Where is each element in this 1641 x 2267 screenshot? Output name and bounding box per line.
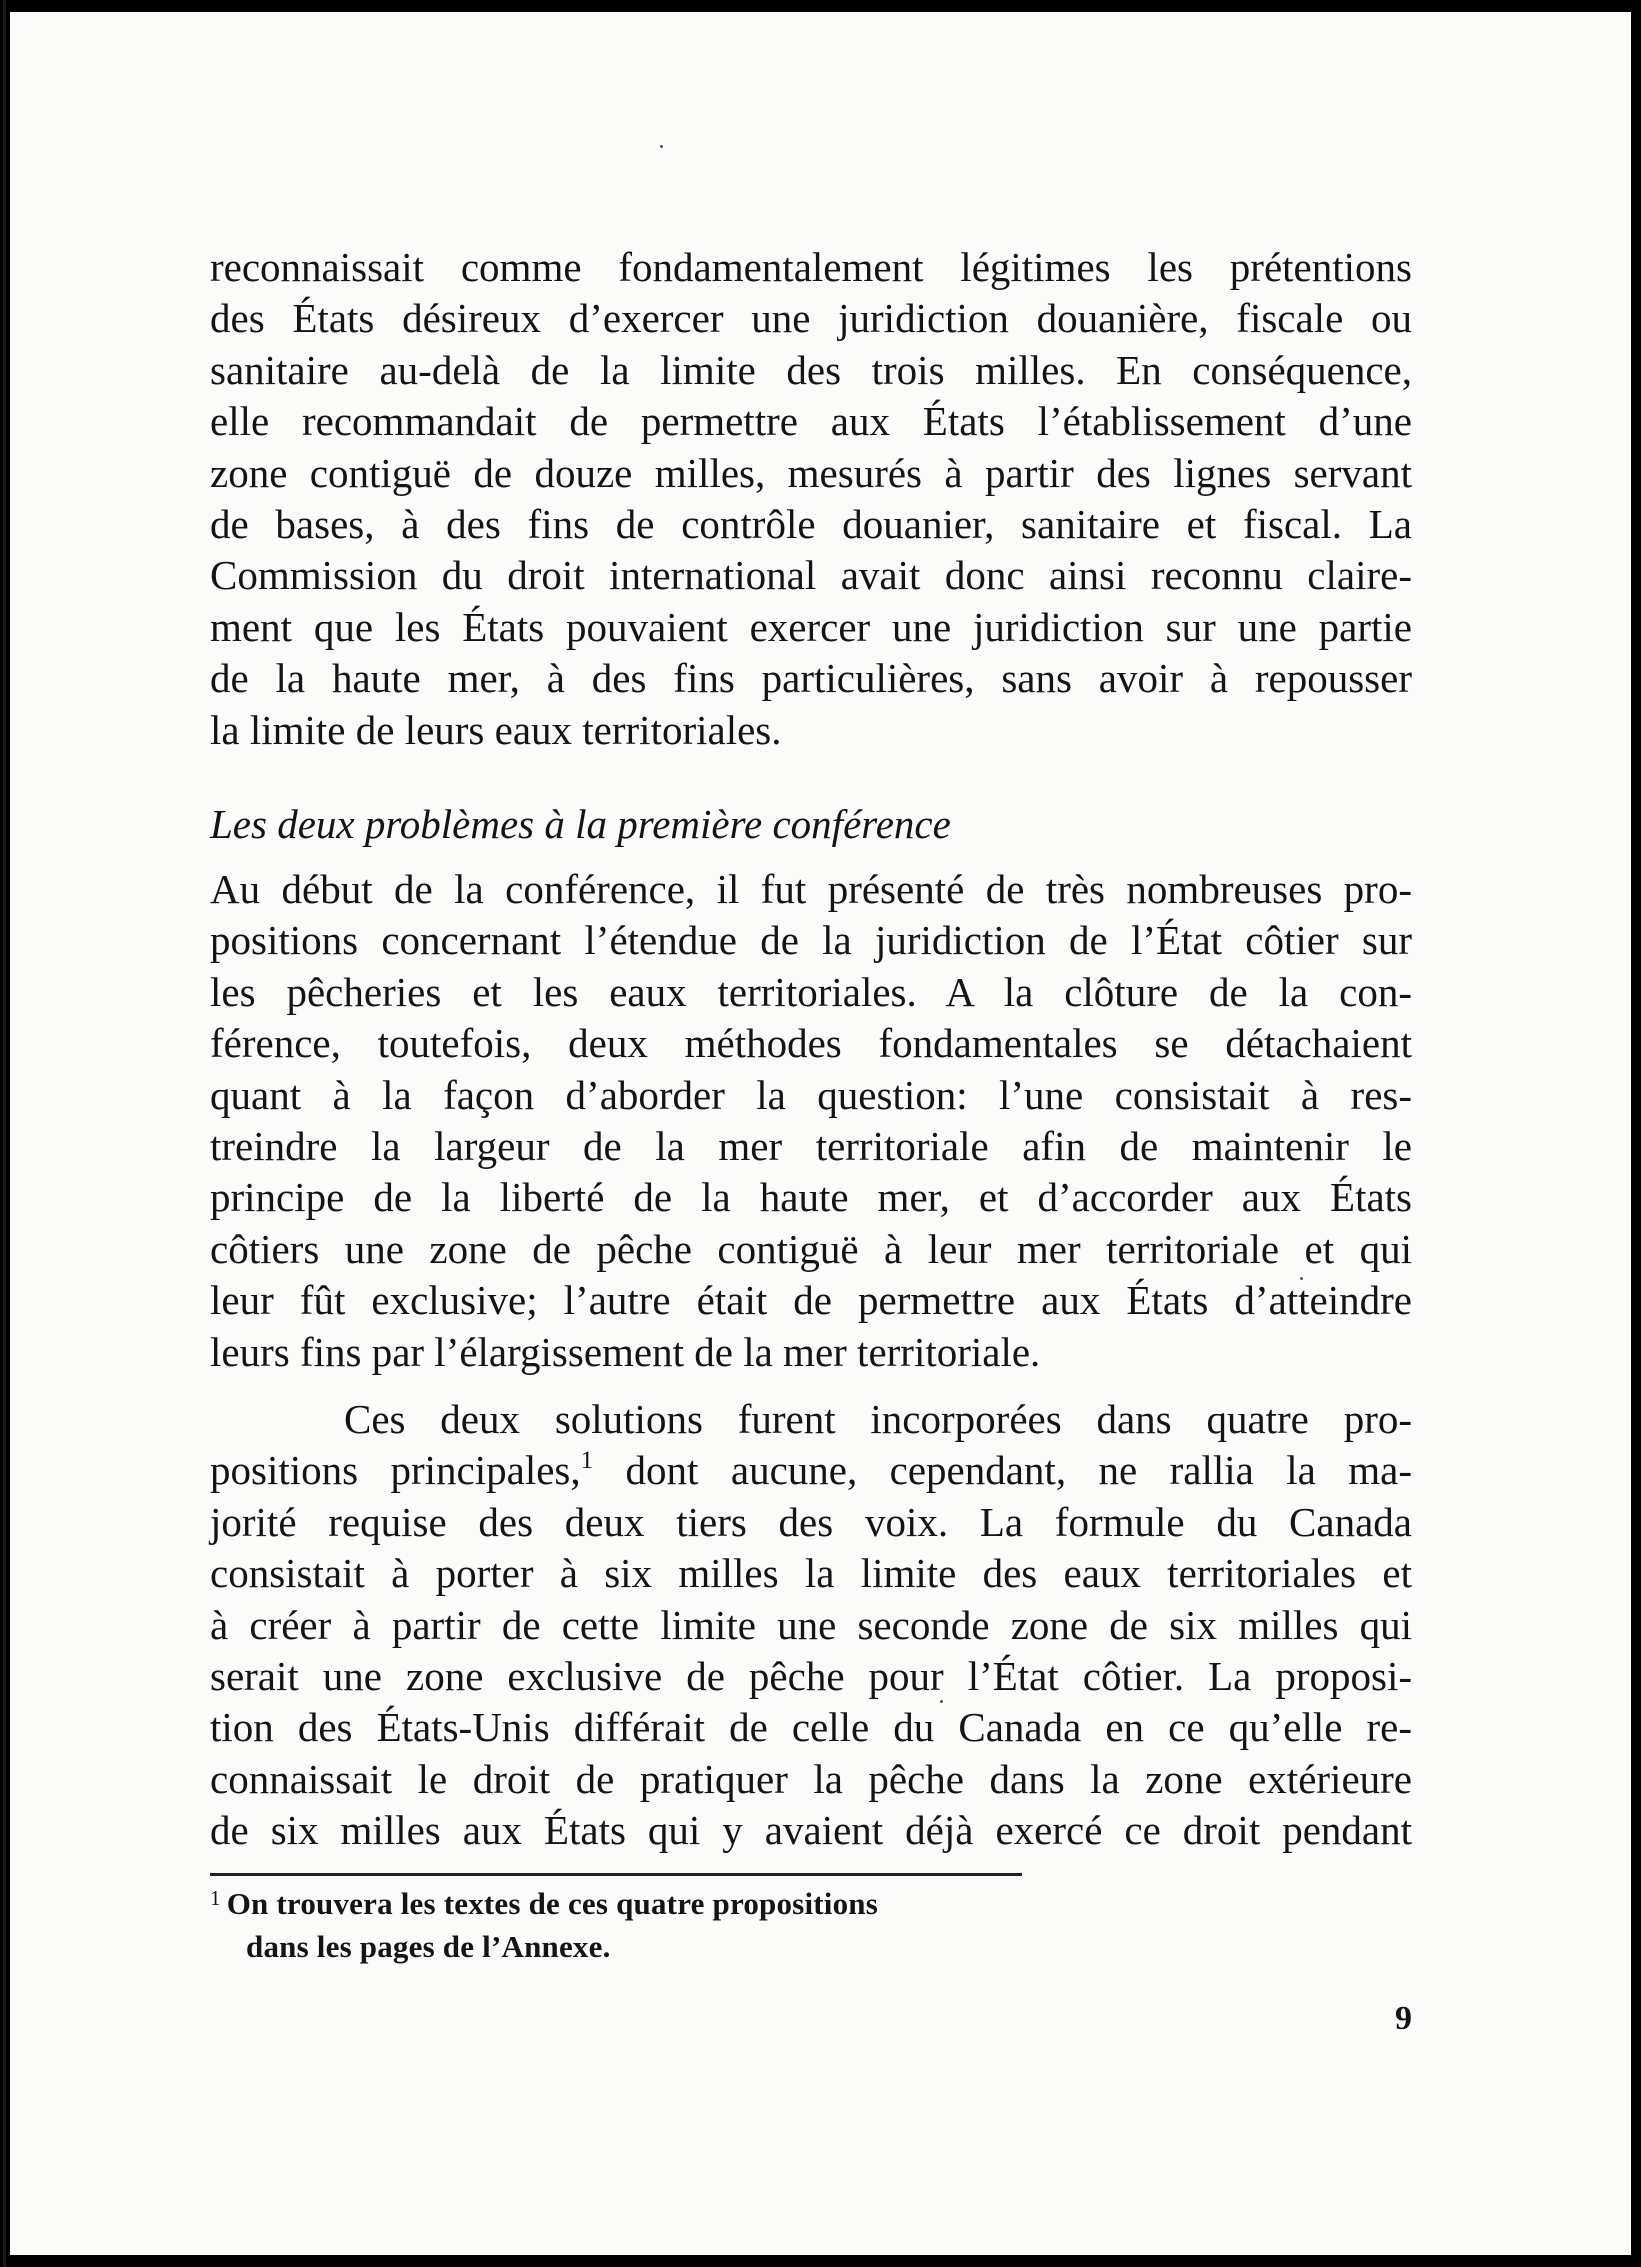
text-line: zone contiguë de douze milles, mesurés à partir des lignes servant	[210, 449, 1412, 496]
text-line: treindre la largeur de la mer territoriale afin de maintenir le	[210, 1123, 1412, 1170]
text-line: des États désireux d’exercer une juridiction douanière, fiscale ou	[210, 295, 1412, 342]
footnote-marker: 1	[210, 1886, 221, 1910]
text-line-with-footnote-ref	[210, 1445, 1412, 1496]
footnote-line: dans les pages de l’Annexe.	[246, 1929, 611, 1964]
paragraph-1	[210, 242, 1412, 756]
text-line: Commission du droit international avait donc ainsi reconnu claire-	[210, 552, 1412, 599]
section-heading: Les deux problèmes à la première conférence	[210, 801, 951, 847]
paragraph-3	[210, 1394, 1412, 1857]
text-line: de six milles aux États qui y avaient déjà exercé ce droit pendant	[210, 1807, 1412, 1854]
text-line: ment que les États pouvaient exercer une juridiction sur une partie	[210, 603, 1412, 650]
text-line: Ces deux solutions furent incorporées dans quatre pro-	[344, 1396, 1412, 1442]
text-line: côtiers une zone de pêche contiguë à leur mer territoriale et qui	[210, 1225, 1412, 1272]
paragraph-2	[210, 864, 1412, 1378]
text-line: leurs fins par l’élargissement de la mer territoriale.	[210, 1328, 1041, 1375]
text-line: férence, toutefois, deux méthodes fondamentales se détachaient	[210, 1020, 1412, 1067]
text-line: sanitaire au-delà de la limite des trois milles. En conséquence,	[210, 346, 1412, 393]
text-line: principe de la liberté de la haute mer, et d’accorder aux États	[210, 1174, 1412, 1221]
text-line: quant à la façon d’aborder la question: l’une consistait à res-	[210, 1071, 1412, 1118]
text-segment: positions principales,	[210, 1447, 581, 1494]
text-line: serait une zone exclusive de pêche pour l’État côtier. La proposi-	[210, 1653, 1412, 1700]
text-line: les pêcheries et les eaux territoriales. A la clôture de la con-	[210, 968, 1412, 1015]
text-line: tion des États-Unis différait de celle du Canada en ce qu’elle re-	[210, 1704, 1412, 1751]
footnote-text: On trouvera les textes de ces quatre propositions	[226, 1886, 878, 1921]
page-number: 9	[1395, 2000, 1412, 2037]
text-line: à créer à partir de cette limite une seconde zone de six milles qui	[210, 1601, 1412, 1648]
text-line: elle recommandait de permettre aux États l’établissement d’une	[210, 398, 1412, 445]
footnote	[210, 1884, 1030, 1967]
text-line: reconnaissait comme fondamentalement légitimes les prétentions	[210, 244, 1412, 290]
text-segment: dont aucune, cependant, ne rallia la ma-	[593, 1447, 1412, 1494]
footnote-divider	[210, 1873, 1022, 1876]
text-line: de la haute mer, à des fins particulières, sans avoir à repousser	[210, 655, 1412, 702]
scan-edge	[3, 0, 6, 2267]
text-line: positions concernant l’étendue de la juridiction de l’État côtier sur	[210, 917, 1412, 964]
text-line: leur fût exclusive; l’autre était de permettre aux États d’atteindre	[210, 1277, 1412, 1324]
text-line: de bases, à des fins de contrôle douanier, sanitaire et fiscal. La	[210, 501, 1412, 548]
footnote-line	[210, 1884, 1030, 1927]
text-line: Au début de la conférence, il fut présenté de très nombreuses pro-	[210, 866, 1412, 912]
scan-speck	[660, 145, 663, 148]
text-line: la limite de leurs eaux territoriales.	[210, 706, 782, 753]
paper-sheet	[10, 12, 1631, 2255]
text-line: connaissait le droit de pratiquer la pêche dans la zone extérieure	[210, 1755, 1412, 1802]
text-line: consistait à porter à six milles la limite des eaux territoriales et	[210, 1550, 1412, 1597]
footnote-reference[interactable]: 1	[580, 1447, 594, 1475]
text-line: jorité requise des deux tiers des voix. La formule du Canada	[210, 1498, 1412, 1545]
